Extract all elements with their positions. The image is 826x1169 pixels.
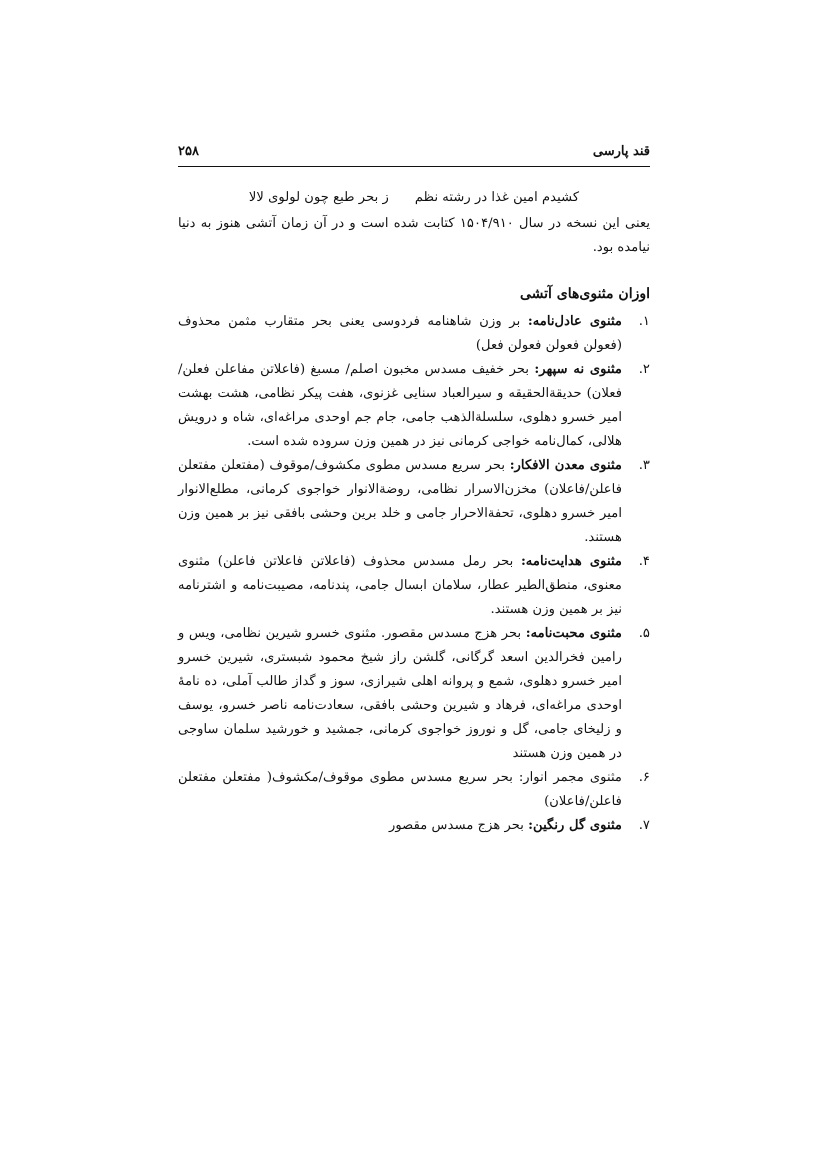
item-title: مثنوی نه سپهر:: [534, 362, 622, 377]
verse-couplet: [178, 186, 650, 210]
item-number: ۷.: [638, 818, 650, 833]
list-item: [178, 622, 650, 766]
item-number: ۲.: [638, 362, 650, 377]
item-title: مثنوی معدن الافکار:: [509, 458, 622, 473]
verse-hemistich-2: ز بحر طبع چون لولوی لالا: [248, 190, 389, 205]
page-body: [178, 186, 650, 838]
item-number: ۵.: [638, 626, 650, 641]
page-header: [178, 142, 650, 167]
page-number: ۲۵۸: [178, 144, 199, 159]
verse-hemistich-1: کشیدم امین غذا در رشته نظم: [414, 190, 580, 205]
section-heading: اوزان مثنوی‌های آتشی: [519, 286, 650, 302]
item-title: مثنوی هدایت‌نامه:: [520, 554, 622, 569]
masnavi-meter-list: [178, 310, 650, 838]
item-title: مثنوی مجمر انوار:: [518, 770, 622, 785]
item-text: بحر هزج مسدس مقصور: [389, 818, 529, 833]
item-number: ۱.: [638, 314, 650, 329]
list-item: [178, 814, 650, 838]
item-number: ۶.: [638, 770, 650, 785]
item-text: بحر سریع مسدس مطوی مکشوف/موقوف (مفتعلن مفتعلن فاعلن/فاعلان) مخزن‌الاسرار نظامی، روضةالانوار خواجوی کرمانی، مطلع‌الانوار امیر خسرو دهلوی، تحفةالاحرار جامی و خلد برین وحشی بافقی نیز بر همین وزن هستند.: [178, 458, 622, 545]
list-item: [178, 766, 650, 814]
item-title: مثنوی محبت‌نامه:: [525, 626, 622, 641]
item-text: بحر سریع مسدس مطوی موقوف/مکشوف( مفتعلن مفتعلن فاعلن/فاعلان): [178, 770, 622, 809]
list-item: [178, 310, 650, 358]
item-number: ۴.: [638, 554, 650, 569]
list-item: [178, 358, 650, 454]
item-text: بر وزن شاهنامه فردوسی یعنی بحر متقارب مثمن محذوف (فعولن فعولن فعولن فعل): [178, 314, 622, 353]
list-item: [178, 454, 650, 550]
item-number: ۳.: [638, 458, 650, 473]
dating-note: یعنی این نسخه در سال ۱۵۰۴/۹۱۰ کتابت شده است و در آن زمان آتشی هنوز به دنیا نیامده بود.: [178, 216, 650, 255]
item-title: مثنوی گل رنگین:: [528, 818, 622, 833]
item-title: مثنوی عادل‌نامه:: [527, 314, 622, 329]
item-text: بحر هزج مسدس مقصور. مثنوی خسرو شیرین نظامی، ویس و رامین فخرالدین اسعد گرگانی، گلشن راز شیخ محمود شبستری، شیرین خسرو امیر خسرو دهلوی، شمع و پروانه اهلی شیرازی، سوز و گداز طالب آملی، ده نامهٔ اوحدی مراغه‌ای، فرهاد و شیرین وحشی بافقی، سعادت‌نامه ناصر خسرو، یوسف و زلیخای جامی، گل و نوروز خواجوی کرمانی، جمشید و خورشید سلمان ساوجی در همین وزن هستند: [178, 626, 622, 761]
item-text: بحر رمل مسدس محذوف (فاعلاتن فاعلاتن فاعلن) مثنوی معنوی، منطق‌الطیر عطار، سلامان ابسال جامی، پندنامه، مصیبت‌نامه و اشترنامه نیز بر همین وزن هستند.: [178, 554, 622, 617]
item-text: بحر خفیف مسدس مخبون اصلم/ مسبغ (فاعلاتن مفاعلن فعلن/ فعلان) حدیقةالحقیقه و سیرالعباد سنایی غزنوی، هفت پیکر نظامی، هشت بهشت امیر خسرو دهلوی، سلسلةالذهب جامی، جام جم اوحدی مراغه‌ای، شاه و درویش هلالی، کمال‌نامه خواجی کرمانی نیز در همین وزن سروده شده است.: [178, 362, 622, 449]
list-item: [178, 550, 650, 622]
running-title: قند پارسی: [592, 144, 650, 159]
